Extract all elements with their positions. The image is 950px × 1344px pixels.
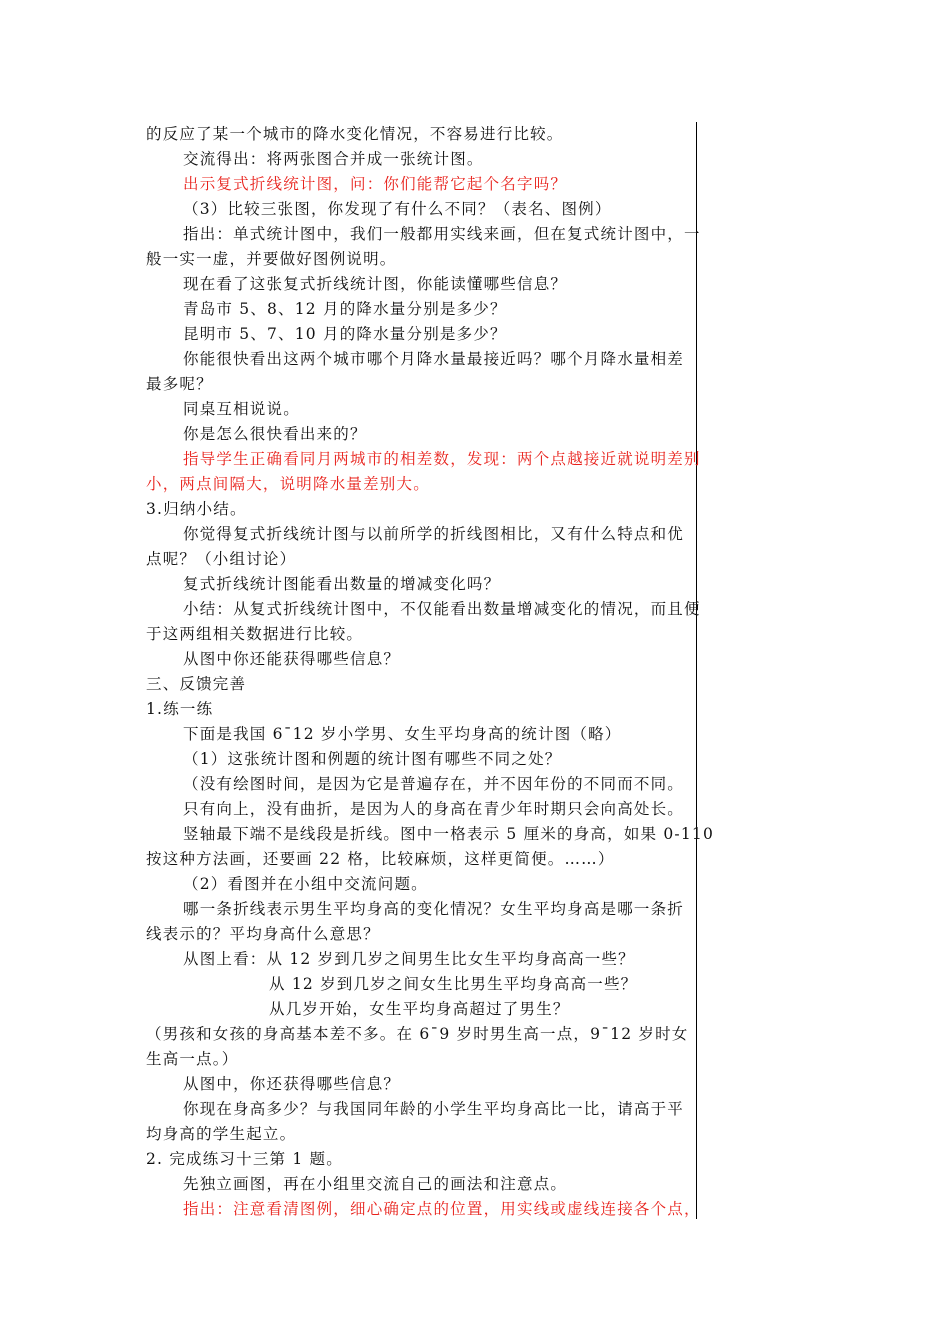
highlighted-text-line: 小，两点间隔大，说明降水量差别大。 bbox=[146, 475, 430, 493]
text-line: 2. 完成练习十三第 1 题。 bbox=[146, 1150, 343, 1168]
text-line: 点呢？（小组讨论） bbox=[146, 550, 297, 568]
text-line: 三、反馈完善 bbox=[146, 675, 247, 693]
text-line: （没有绘图时间，是因为它是普遍存在，并不因年份的不同而不同。 bbox=[183, 775, 685, 793]
text-line: 1.练一练 bbox=[146, 700, 214, 718]
text-line: 从图上看：从 12 岁到几岁之间男生比女生平均身高高一些？ bbox=[183, 950, 635, 968]
text-line: 的反应了某一个城市的降水变化情况，不容易进行比较。 bbox=[146, 125, 564, 143]
highlighted-text-line: 指出：注意看清图例，细心确定点的位置，用实线或虚线连接各个点， bbox=[183, 1200, 701, 1218]
text-line: （1）这张统计图和例题的统计图有哪些不同之处？ bbox=[183, 750, 562, 768]
text-line: 从几岁开始，女生平均身高超过了男生？ bbox=[269, 1000, 570, 1018]
text-line: 你是怎么很快看出来的？ bbox=[183, 425, 367, 443]
text-line: 从 12 岁到几岁之间女生比男生平均身高高一些？ bbox=[269, 975, 638, 993]
text-line: 哪一条折线表示男生平均身高的变化情况？女生平均身高是哪一条折 bbox=[183, 900, 685, 918]
text-line: 同桌互相说说。 bbox=[183, 400, 300, 418]
text-line: 先独立画图，再在小组里交流自己的画法和注意点。 bbox=[183, 1175, 568, 1193]
text-line: 复式折线统计图能看出数量的增减变化吗？ bbox=[183, 575, 501, 593]
lesson-text-block bbox=[146, 122, 715, 1222]
highlighted-text-line: 指导学生正确看同月两城市的相差数，发现：两个点越接近就说明差别 bbox=[183, 450, 701, 468]
text-line: 下面是我国 6¯12 岁小学男、女生平均身高的统计图（略） bbox=[183, 725, 622, 743]
text-line: 青岛市 5、8、12 月的降水量分别是多少？ bbox=[183, 300, 507, 318]
text-line: 小结：从复式折线统计图中，不仅能看出数量增减变化的情况，而且便 bbox=[183, 600, 701, 618]
text-line: 昆明市 5、7、10 月的降水量分别是多少？ bbox=[183, 325, 507, 343]
text-line: 均身高的学生起立。 bbox=[146, 1125, 297, 1143]
text-line: 从图中，你还获得哪些信息？ bbox=[183, 1075, 401, 1093]
text-line: 交流得出：将两张图合并成一张统计图。 bbox=[183, 150, 484, 168]
text-line: 只有向上，没有曲折，是因为人的身高在青少年时期只会向高处长。 bbox=[183, 800, 685, 818]
text-line: （男孩和女孩的身高基本差不多。在 6¯9 岁时男生高一点，9¯12 岁时女 bbox=[146, 1025, 689, 1043]
table-border-line bbox=[696, 122, 697, 1219]
text-line: 按这种方法画，还要画 22 格，比较麻烦，这样更简便。……） bbox=[146, 850, 615, 868]
text-line: 你能很快看出这两个城市哪个月降水量最接近吗？哪个月降水量相差 bbox=[183, 350, 685, 368]
text-line: 现在看了这张复式折线统计图，你能读懂哪些信息？ bbox=[183, 275, 568, 293]
text-line: 于这两组相关数据进行比较。 bbox=[146, 625, 364, 643]
text-line: 线表示的？平均身高什么意思？ bbox=[146, 925, 380, 943]
text-line: 3.归纳小结。 bbox=[146, 500, 247, 518]
text-line: （3）比较三张图，你发现了有什么不同？（表名、图例） bbox=[183, 200, 612, 218]
text-line: 你现在身高多少？与我国同年龄的小学生平均身高比一比，请高于平 bbox=[183, 1100, 685, 1118]
text-line: 最多呢？ bbox=[146, 375, 213, 393]
text-line: 竖轴最下端不是线段是折线。图中一格表示 5 厘米的身高，如果 0-110 bbox=[183, 825, 715, 843]
text-line: 般一实一虚，并要做好图例说明。 bbox=[146, 250, 397, 268]
text-line: 指出：单式统计图中，我们一般都用实线来画，但在复式统计图中，一 bbox=[183, 225, 701, 243]
text-line: 从图中你还能获得哪些信息？ bbox=[183, 650, 401, 668]
text-line: 你觉得复式折线统计图与以前所学的折线图相比，又有什么特点和优 bbox=[183, 525, 685, 543]
text-line: （2）看图并在小组中交流问题。 bbox=[183, 875, 428, 893]
text-line: 生高一点。） bbox=[146, 1050, 239, 1068]
highlighted-text-line: 出示复式折线统计图，问：你们能帮它起个名字吗？ bbox=[183, 175, 568, 193]
